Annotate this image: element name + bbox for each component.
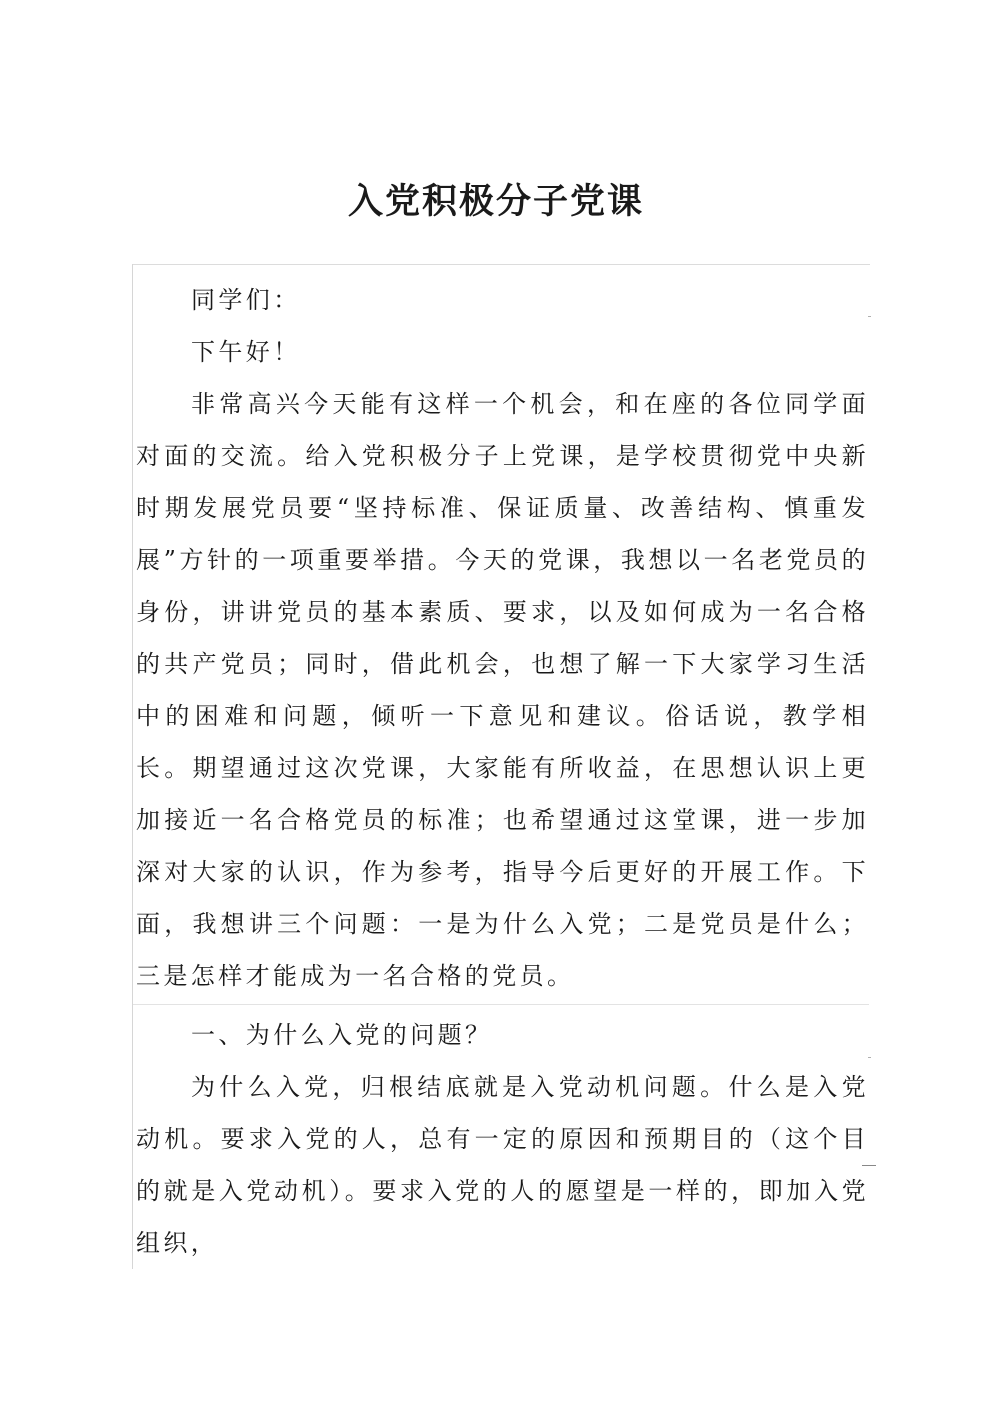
section1-heading-block (133, 1005, 869, 1061)
intro-block (133, 378, 869, 1005)
margin-tick (868, 1057, 871, 1058)
margin-tick (868, 316, 871, 317)
salutation-block (133, 326, 869, 378)
section1-heading: 一、为什么入党的问题？ (191, 1021, 493, 1049)
page-corner-mark (862, 1165, 876, 1166)
salutation: 下午好！ (191, 338, 301, 366)
intro-paragraph: 非常高兴今天能有这样一个机会，和在座的各位同学面对面的交流。给入党积极分子上党课，是学校贯彻党中央新时期发展党员要“坚持标准、保证质量、改善结构、慎重发展”方针的一项重要举措。今天的党课，我想以一名老党员的身份，讲讲党员的基本素质、要求，以及如何成为一名合格的共产党员；同时，借此机会，也想了解一下大家学习生活中的困难和问题，倾听一下意见和建议。俗话说，教学相长。期望通过这次党课，大家能有所收益，在思想认识上更加接近一名合格党员的标准；也希望通过这堂课，进一步加深对大家的认识，作为参考，指导今后更好的开展工作。下面，我想讲三个问题：一是为什么入党；二是党员是什么；三是怎样才能成为一名合格的党员。 (136, 390, 869, 990)
page-title: 入党积极分子党课 (347, 181, 644, 222)
greeting: 同学们： (191, 286, 301, 314)
section1-body: 为什么入党，归根结底就是入党动机问题。什么是入党动机。要求入党的人，总有一定的原因和预期目的（这个目的就是入党动机）。要求入党的人的愿望是一样的，即加入党组织， (136, 1073, 869, 1257)
greeting-block (133, 264, 869, 326)
section1-body-block (133, 1061, 869, 1269)
document-body (132, 264, 869, 1269)
